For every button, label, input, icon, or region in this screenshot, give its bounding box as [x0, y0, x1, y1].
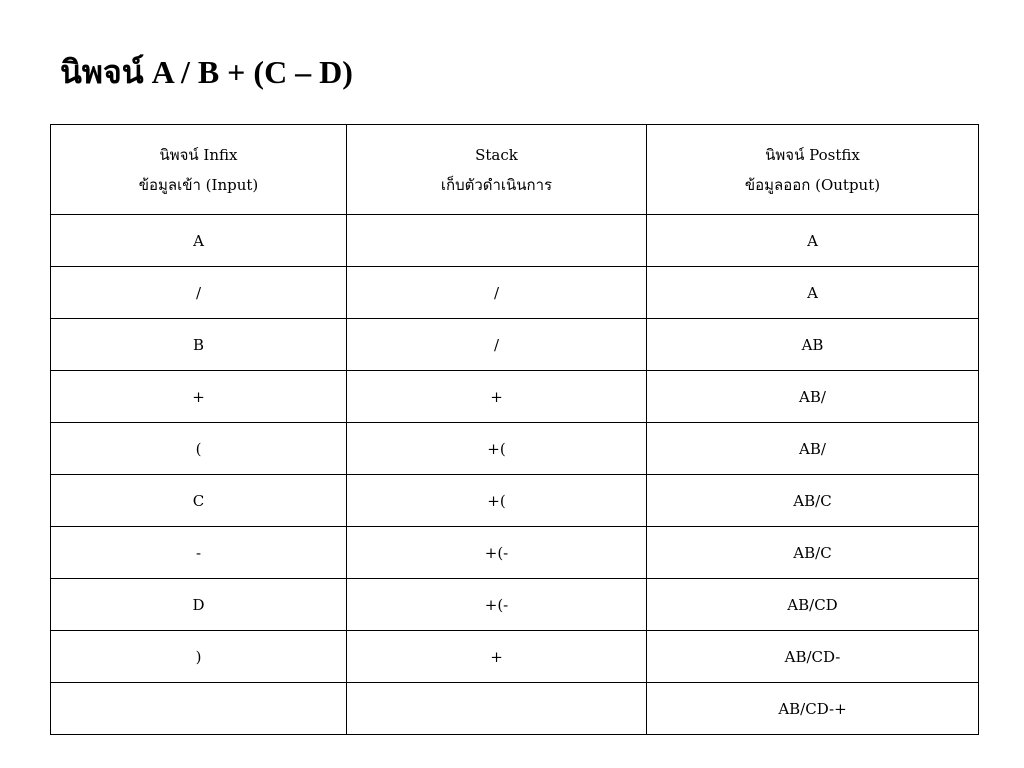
- cell-input: ): [51, 631, 347, 683]
- cell-stack: +: [347, 631, 647, 683]
- cell-output: AB/C: [647, 475, 979, 527]
- table-row: [51, 631, 979, 683]
- cell-input: A: [51, 215, 347, 267]
- cell-stack: +(-: [347, 579, 647, 631]
- cell-stack: [347, 215, 647, 267]
- header-postfix-output: [647, 125, 979, 215]
- table-row: [51, 579, 979, 631]
- cell-input: -: [51, 527, 347, 579]
- infix-postfix-conversion-table: [50, 124, 979, 735]
- cell-stack: /: [347, 319, 647, 371]
- cell-stack: +(: [347, 475, 647, 527]
- cell-output: AB/CD-+: [647, 683, 979, 735]
- cell-input: [51, 683, 347, 735]
- header-postfix-line1: นิพจน์ Postfix: [765, 145, 860, 164]
- cell-input: D: [51, 579, 347, 631]
- cell-stack: +(: [347, 423, 647, 475]
- cell-input: /: [51, 267, 347, 319]
- cell-output: AB/CD-: [647, 631, 979, 683]
- cell-output: AB/C: [647, 527, 979, 579]
- cell-stack: [347, 683, 647, 735]
- header-infix-input: [51, 125, 347, 215]
- table-row: [51, 215, 979, 267]
- cell-output: AB/CD: [647, 579, 979, 631]
- cell-output: A: [647, 215, 979, 267]
- table-row: [51, 475, 979, 527]
- cell-stack: +: [347, 371, 647, 423]
- cell-stack: +(-: [347, 527, 647, 579]
- header-infix-line1: นิพจน์ Infix: [159, 145, 238, 164]
- cell-output: A: [647, 267, 979, 319]
- header-infix-line2: ข้อมูลเข้า (Input): [138, 175, 259, 194]
- header-stack-line1: Stack: [475, 145, 518, 164]
- cell-input: B: [51, 319, 347, 371]
- table-row: [51, 683, 979, 735]
- header-postfix-line2: ข้อมูลออก (Output): [744, 175, 881, 194]
- table-row: [51, 267, 979, 319]
- table-row: [51, 319, 979, 371]
- table-row: [51, 371, 979, 423]
- cell-output: AB/: [647, 371, 979, 423]
- header-stack-line2: เก็บตัวดำเนินการ: [440, 175, 553, 194]
- conversion-table-container: [50, 124, 978, 735]
- cell-stack: /: [347, 267, 647, 319]
- cell-input: +: [51, 371, 347, 423]
- cell-input: C: [51, 475, 347, 527]
- table-row: [51, 423, 979, 475]
- header-stack: [347, 125, 647, 215]
- slide-title: นิพจน์ A / B + (C – D): [60, 54, 353, 90]
- cell-output: AB: [647, 319, 979, 371]
- table-header-row: [51, 125, 979, 215]
- cell-input: (: [51, 423, 347, 475]
- table-row: [51, 527, 979, 579]
- cell-output: AB/: [647, 423, 979, 475]
